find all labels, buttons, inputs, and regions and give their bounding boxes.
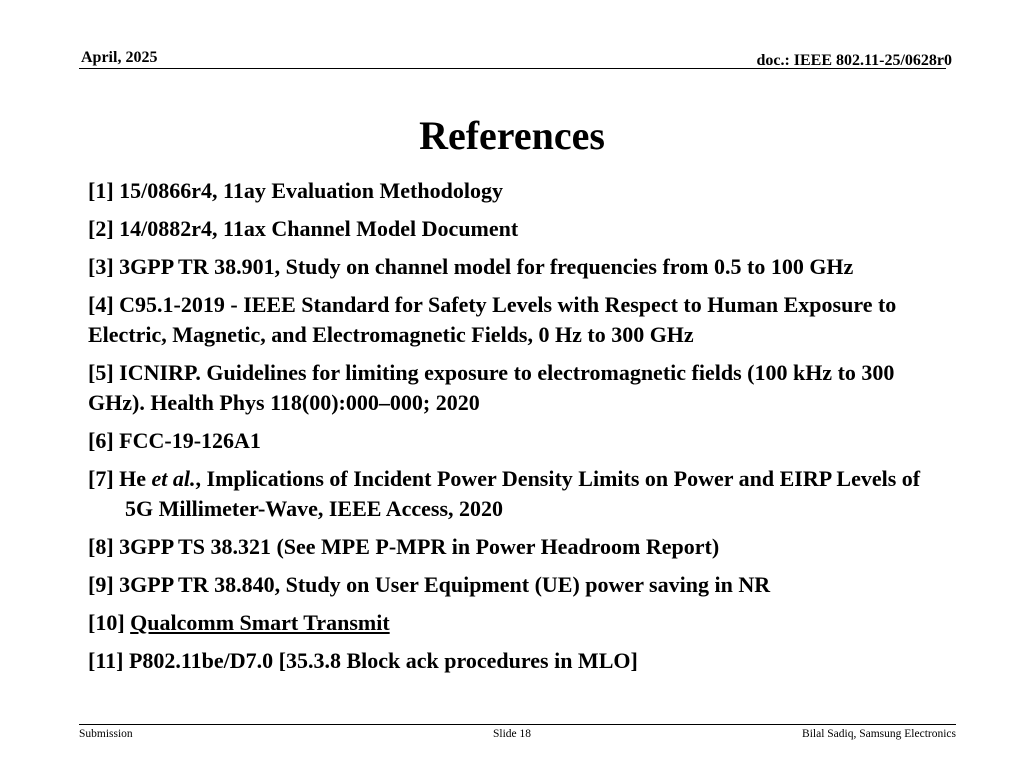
reference-list (88, 176, 948, 684)
page-title: References (419, 113, 605, 158)
footer-slide-number: Slide 18 (492, 728, 531, 740)
reference-item-2: [2] 14/0882r4, 11ax Channel Model Document (88, 216, 519, 241)
footer-submission: Submission (79, 728, 133, 740)
reference-item-9: [9] 3GPP TR 38.840, Study on User Equipment (UE) power saving in NR (88, 572, 771, 597)
reference-item-10: [10] Qualcomm Smart Transmit (88, 610, 390, 635)
reference-item-5: [5] ICNIRP. Guidelines for limiting exposure to electromagnetic fields (100 kHz to 300 GHz). Health Phys 118(00):000–000; 2020 (88, 360, 895, 415)
reference-item-7: [7] He et al., Implications of Incident Power Density Limits on Power and EIRP Levels of 5G Millimeter-Wave, IEEE Access, 2020 (88, 466, 921, 521)
header-date: April, 2025 (81, 49, 158, 66)
reference-item-1: [1] 15/0866r4, 11ay Evaluation Methodology (88, 178, 503, 203)
reference-item-6: [6] FCC-19-126A1 (88, 428, 261, 453)
reference-item-3: [3] 3GPP TR 38.901, Study on channel model for frequencies from 0.5 to 100 GHz (88, 254, 854, 279)
header-doc-id: doc.: IEEE 802.11-25/0628r0 (756, 52, 952, 69)
footer-author: Bilal Sadiq, Samsung Electronics (802, 728, 956, 740)
qualcomm-smart-transmit-link[interactable]: Qualcomm Smart Transmit (130, 610, 390, 635)
reference-item-4: [4] C95.1-2019 - IEEE Standard for Safety Levels with Respect to Human Exposure to Electric, Magnetic, and Electromagnetic Fields, 0 Hz to 300 GHz (88, 292, 897, 347)
footer-rule (79, 724, 956, 725)
reference-item-11: [11] P802.11be/D7.0 [35.3.8 Block ack procedures in MLO] (88, 648, 638, 673)
header-rule (79, 68, 946, 69)
reference-item-8: [8] 3GPP TS 38.321 (See MPE P-MPR in Power Headroom Report) (88, 534, 720, 559)
